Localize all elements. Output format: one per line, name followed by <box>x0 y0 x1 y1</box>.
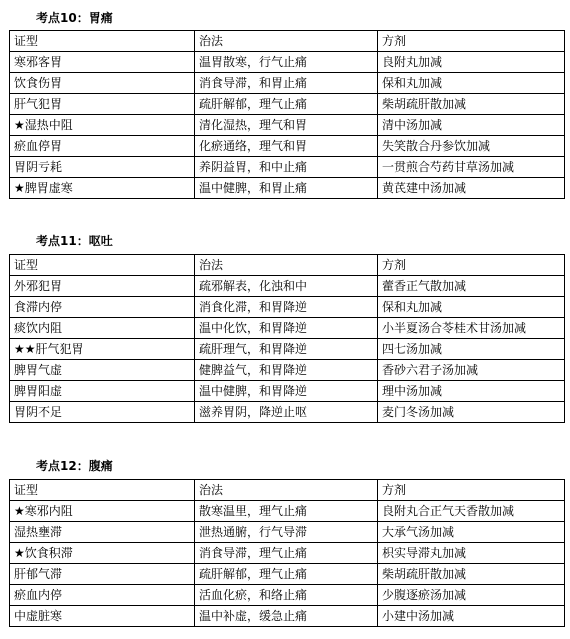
table-row <box>10 381 565 402</box>
cell-formula: 香砂六君子汤加减 <box>378 360 565 381</box>
cell-treatment: 泄热通腑，行气导滞 <box>195 522 378 543</box>
cell-treatment: 疏邪解表，化浊和中 <box>195 276 378 297</box>
cell-syndrome: ★脾胃虚寒 <box>10 178 195 199</box>
cell-formula: 少腹逐瘀汤加减 <box>378 585 565 606</box>
cell-syndrome: ★湿热中阻 <box>10 115 195 136</box>
cell-treatment: 散寒温里，理气止痛 <box>195 501 378 522</box>
cell-syndrome: 寒邪客胃 <box>10 52 195 73</box>
cell-treatment: 消食导滞，理气止痛 <box>195 543 378 564</box>
cell-syndrome: 胃阴不足 <box>10 402 195 423</box>
header-treatment: 治法 <box>195 255 378 276</box>
cell-syndrome: 肝郁气滞 <box>10 564 195 585</box>
cell-formula: 小建中汤加减 <box>378 606 565 627</box>
header-treatment: 治法 <box>195 480 378 501</box>
cell-formula: 黄芪建中汤加减 <box>378 178 565 199</box>
table-header-row <box>10 31 565 52</box>
header-formula: 方剂 <box>378 480 565 501</box>
cell-formula: 枳实导滞丸加减 <box>378 543 565 564</box>
table-row <box>10 73 565 94</box>
cell-treatment: 温胃散寒，行气止痛 <box>195 52 378 73</box>
cell-syndrome: 痰饮内阻 <box>10 318 195 339</box>
cell-formula: 失笑散合丹参饮加减 <box>378 136 565 157</box>
header-syndrome: 证型 <box>10 31 195 52</box>
header-formula: 方剂 <box>378 31 565 52</box>
cell-treatment: 养阴益胃，和中止痛 <box>195 157 378 178</box>
table-header-row <box>10 255 565 276</box>
table-row <box>10 115 565 136</box>
cell-syndrome: 胃阴亏耗 <box>10 157 195 178</box>
cell-treatment: 消食化滞，和胃降逆 <box>195 297 378 318</box>
cell-syndrome: 中虚脏寒 <box>10 606 195 627</box>
table-row <box>10 297 565 318</box>
table-row <box>10 522 565 543</box>
cell-syndrome: 瘀血内停 <box>10 585 195 606</box>
cell-treatment: 疏肝解郁，理气止痛 <box>195 564 378 585</box>
table-header-row <box>10 480 565 501</box>
table-row <box>10 52 565 73</box>
cell-formula: 理中汤加减 <box>378 381 565 402</box>
cell-syndrome: 肝气犯胃 <box>10 94 195 115</box>
table-row <box>10 94 565 115</box>
cell-formula: 柴胡疏肝散加减 <box>378 564 565 585</box>
cell-syndrome: 瘀血停胃 <box>10 136 195 157</box>
cell-formula: 麦门冬汤加减 <box>378 402 565 423</box>
cell-treatment: 温中健脾，和胃降逆 <box>195 381 378 402</box>
table-row <box>10 564 565 585</box>
cell-formula: 良附丸合正气天香散加减 <box>378 501 565 522</box>
cell-syndrome: 饮食伤胃 <box>10 73 195 94</box>
cell-syndrome: ★★肝气犯胃 <box>10 339 195 360</box>
cell-formula: 四七汤加减 <box>378 339 565 360</box>
table-row <box>10 339 565 360</box>
cell-formula: 一贯煎合芍药甘草汤加减 <box>378 157 565 178</box>
section-title: 考点12：腹痛 <box>36 459 113 473</box>
cell-treatment: 滋养胃阴，降逆止呕 <box>195 402 378 423</box>
header-syndrome: 证型 <box>10 480 195 501</box>
table-row <box>10 178 565 199</box>
table-row <box>10 318 565 339</box>
header-treatment: 治法 <box>195 31 378 52</box>
table-row <box>10 360 565 381</box>
cell-treatment: 健脾益气，和胃降逆 <box>195 360 378 381</box>
syndrome-table <box>9 254 565 423</box>
cell-syndrome: 食滞内停 <box>10 297 195 318</box>
cell-syndrome: 脾胃阳虚 <box>10 381 195 402</box>
table-row <box>10 501 565 522</box>
table-row <box>10 543 565 564</box>
cell-treatment: 活血化瘀，和络止痛 <box>195 585 378 606</box>
cell-treatment: 温中补虚，缓急止痛 <box>195 606 378 627</box>
table-row <box>10 136 565 157</box>
table-row <box>10 157 565 178</box>
cell-treatment: 温中化饮，和胃降逆 <box>195 318 378 339</box>
syndrome-table <box>9 479 565 627</box>
cell-syndrome: ★饮食积滞 <box>10 543 195 564</box>
cell-formula: 柴胡疏肝散加减 <box>378 94 565 115</box>
section-title: 考点11：呕吐 <box>36 234 113 248</box>
table-row <box>10 402 565 423</box>
syndrome-table <box>9 30 565 199</box>
cell-treatment: 疏肝解郁，理气止痛 <box>195 94 378 115</box>
cell-treatment: 疏肝理气，和胃降逆 <box>195 339 378 360</box>
cell-treatment: 清化湿热，理气和胃 <box>195 115 378 136</box>
cell-formula: 清中汤加减 <box>378 115 565 136</box>
cell-formula: 藿香正气散加减 <box>378 276 565 297</box>
table-row <box>10 276 565 297</box>
cell-formula: 大承气汤加减 <box>378 522 565 543</box>
cell-treatment: 温中健脾，和胃止痛 <box>195 178 378 199</box>
cell-formula: 保和丸加减 <box>378 297 565 318</box>
cell-formula: 保和丸加减 <box>378 73 565 94</box>
cell-syndrome: 湿热壅滞 <box>10 522 195 543</box>
cell-syndrome: 外邪犯胃 <box>10 276 195 297</box>
header-formula: 方剂 <box>378 255 565 276</box>
cell-treatment: 消食导滞，和胃止痛 <box>195 73 378 94</box>
table-row <box>10 585 565 606</box>
section-title: 考点10：胃痛 <box>36 11 113 25</box>
header-syndrome: 证型 <box>10 255 195 276</box>
cell-formula: 良附丸加减 <box>378 52 565 73</box>
cell-treatment: 化瘀通络，理气和胃 <box>195 136 378 157</box>
cell-formula: 小半夏汤合苓桂术甘汤加减 <box>378 318 565 339</box>
cell-syndrome: 脾胃气虚 <box>10 360 195 381</box>
cell-syndrome: ★寒邪内阻 <box>10 501 195 522</box>
table-row <box>10 606 565 627</box>
